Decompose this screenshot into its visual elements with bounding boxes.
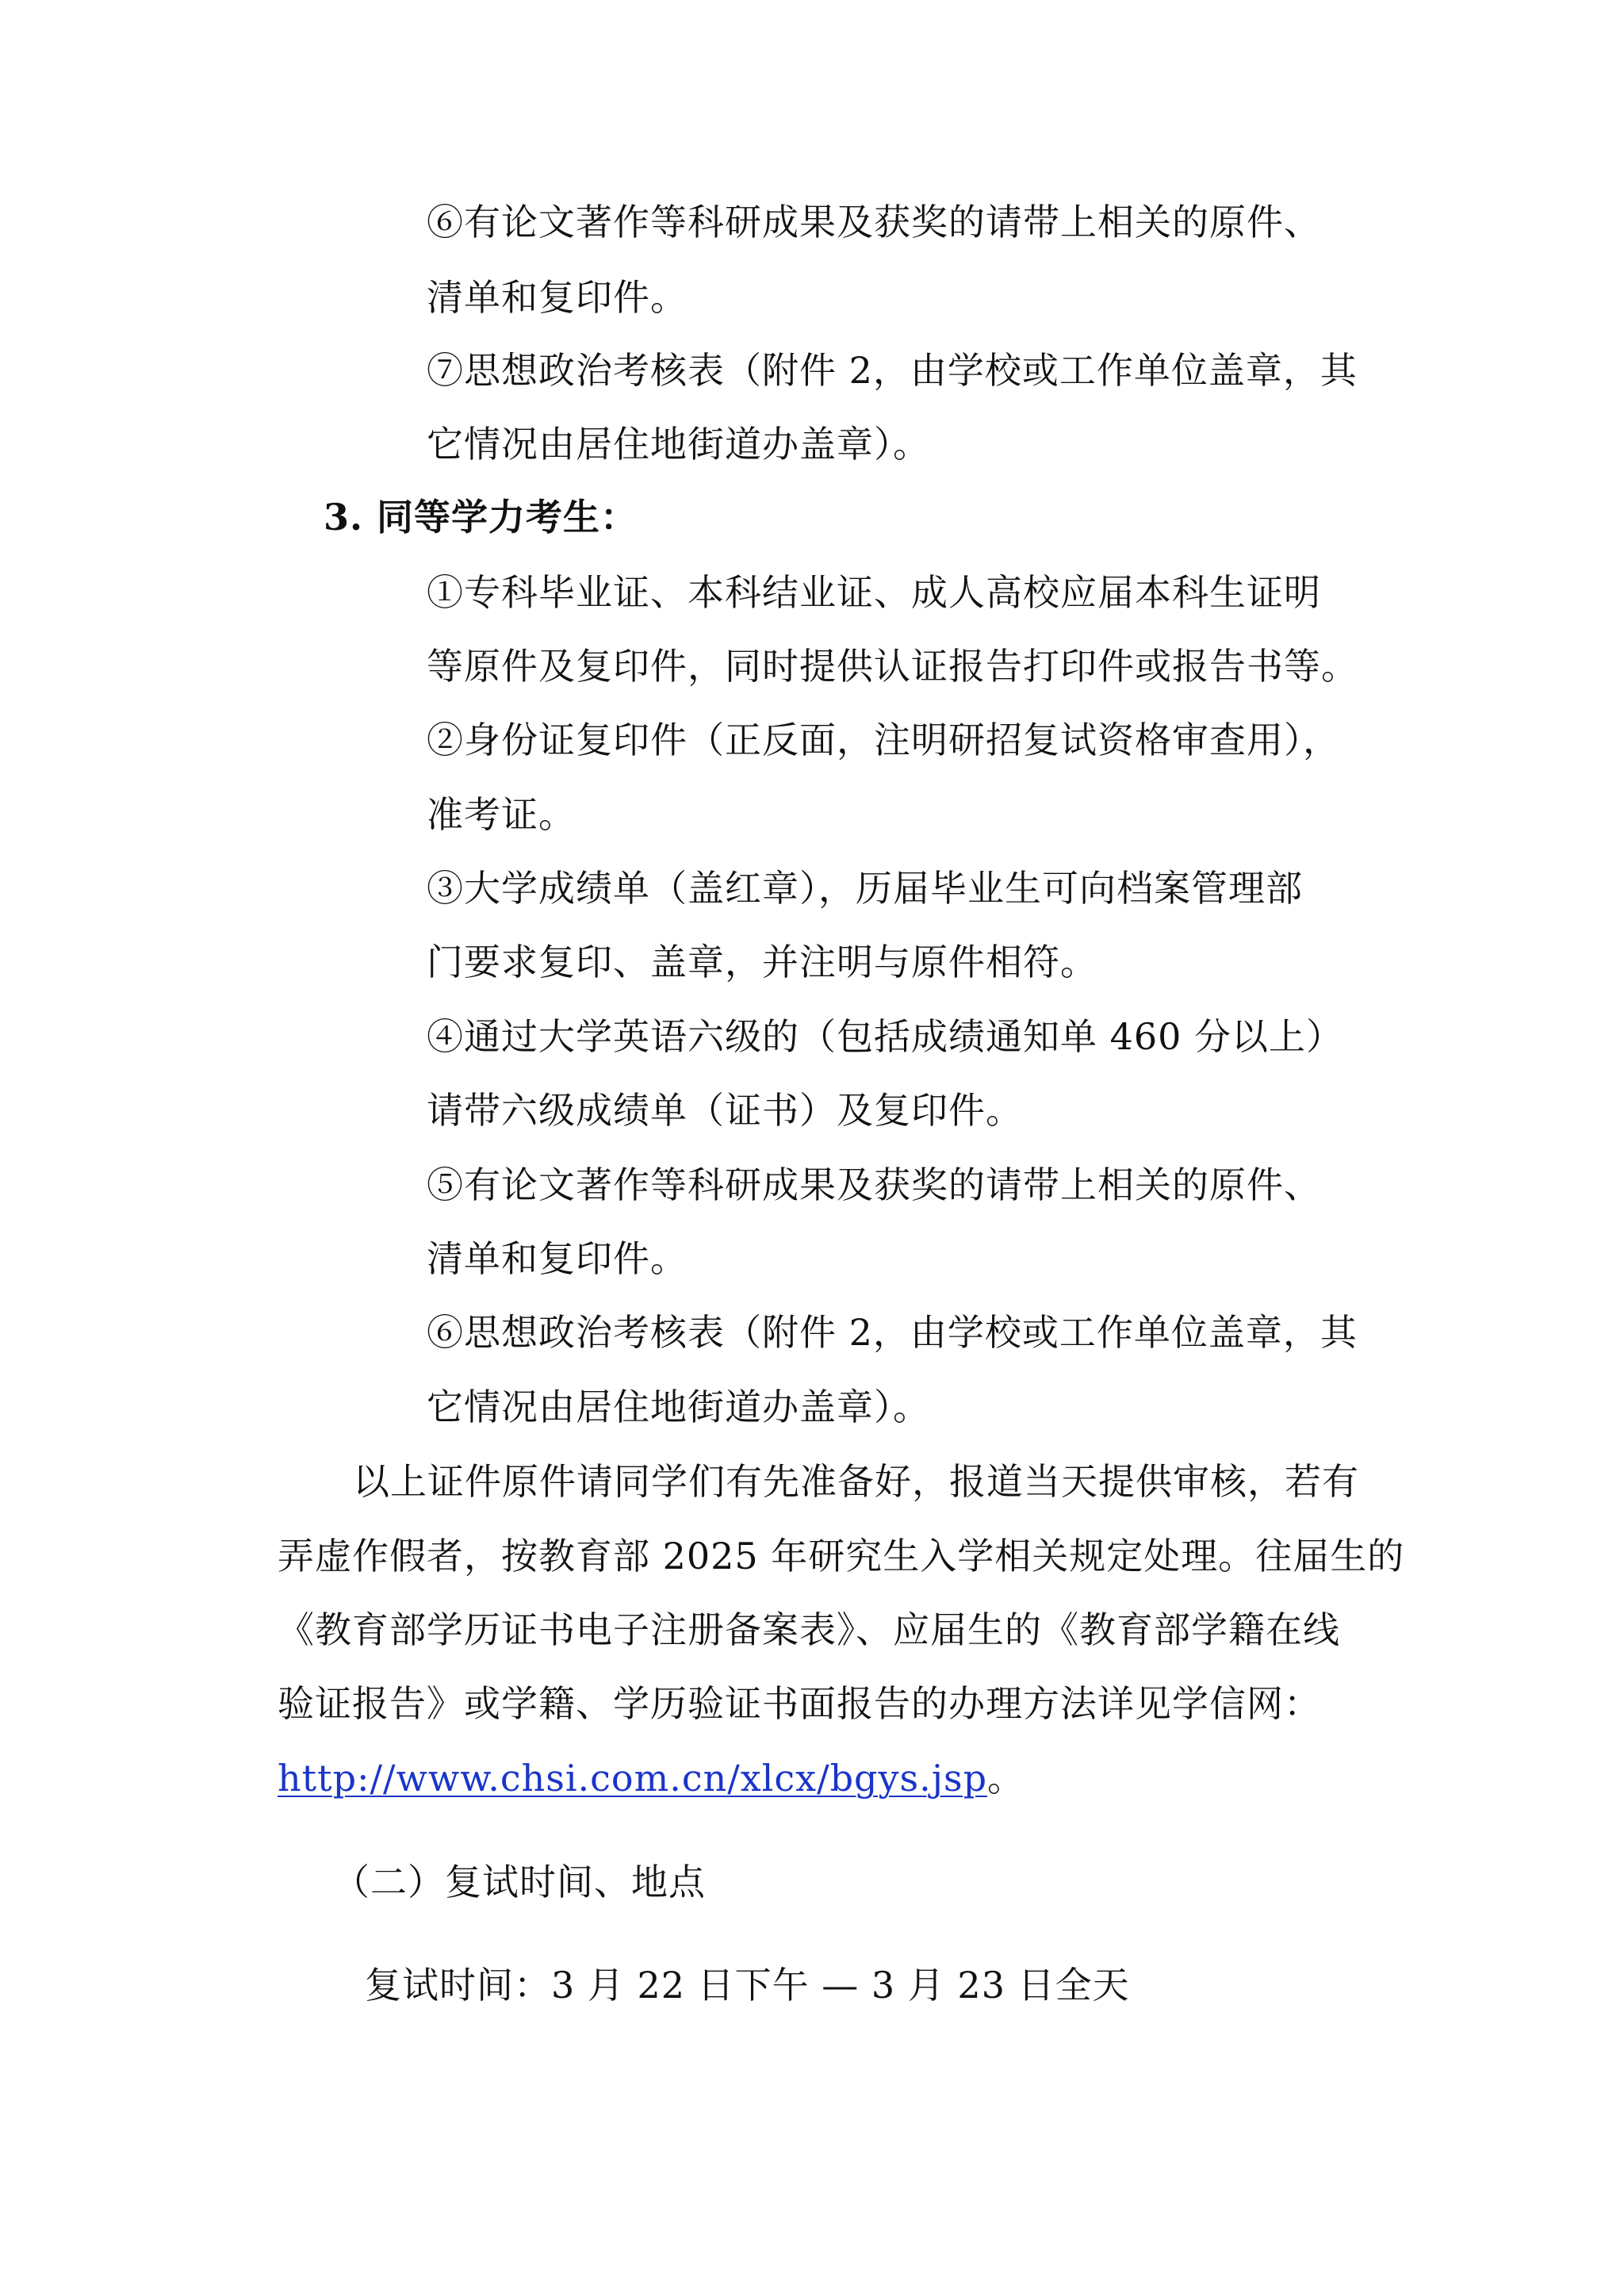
link-line bbox=[278, 1754, 1025, 1802]
item-line: 清单和复印件。 bbox=[427, 276, 688, 319]
item-line: ⑤有论文著作等科研成果及获奖的请带上相关的原件、 bbox=[427, 1163, 1321, 1206]
item-line: ⑥思想政治考核表（附件 2，由学校或工作单位盖章，其 bbox=[427, 1311, 1358, 1354]
item-line: 它情况由居住地街道办盖章）。 bbox=[427, 1386, 930, 1428]
item-line: ④通过大学英语六级的（包括成绩通知单 460 分以上） bbox=[427, 1015, 1344, 1058]
item-line: 等原件及复印件，同时提供认证报告打印件或报告书等。 bbox=[427, 645, 1358, 688]
item-line: 门要求复印、盖章，并注明与原件相符。 bbox=[427, 941, 1097, 983]
link-suffix: 。 bbox=[987, 1757, 1025, 1800]
item-line: 准考证。 bbox=[427, 793, 576, 836]
item-line: ①专科毕业证、本科结业证、成人高校应届本科生证明 bbox=[427, 571, 1321, 614]
item-line: ②身份证复印件（正反面，注明研招复试资格审查用）， bbox=[427, 719, 1340, 761]
paragraph-line: 《教育部学历证书电子注册备案表》、应届生的《教育部学籍在线 bbox=[278, 1608, 1340, 1651]
section-heading: （二）复试时间、地点 bbox=[333, 1861, 706, 1903]
chsi-link[interactable]: http://www.chsi.com.cn/xlcx/bgys.jsp bbox=[278, 1757, 988, 1800]
paragraph-line: 弄虚作假者，按教育部 2025 年研究生入学相关规定处理。往届生的 bbox=[278, 1535, 1405, 1577]
paragraph-line: 验证报告》或学籍、学历验证书面报告的办理方法详见学信网： bbox=[278, 1682, 1321, 1725]
paragraph-line: 以上证件原件请同学们有先准备好，报道当天提供审核，若有 bbox=[353, 1460, 1359, 1503]
retest-time: 复试时间：3 月 22 日下午 — 3 月 23 日全天 bbox=[365, 1964, 1130, 2007]
section-heading: 3. 同等学力考生： bbox=[324, 496, 638, 539]
item-line: 它情况由居住地街道办盖章）。 bbox=[427, 423, 930, 466]
item-line: 清单和复印件。 bbox=[427, 1237, 688, 1280]
item-line: ⑦思想政治考核表（附件 2，由学校或工作单位盖章，其 bbox=[427, 349, 1358, 392]
item-line: 请带六级成绩单（证书）及复印件。 bbox=[427, 1089, 1023, 1132]
item-line: ③大学成绩单（盖红章），历届毕业生可向档案管理部 bbox=[427, 867, 1303, 910]
item-line: ⑥有论文著作等科研成果及获奖的请带上相关的原件、 bbox=[427, 201, 1321, 243]
